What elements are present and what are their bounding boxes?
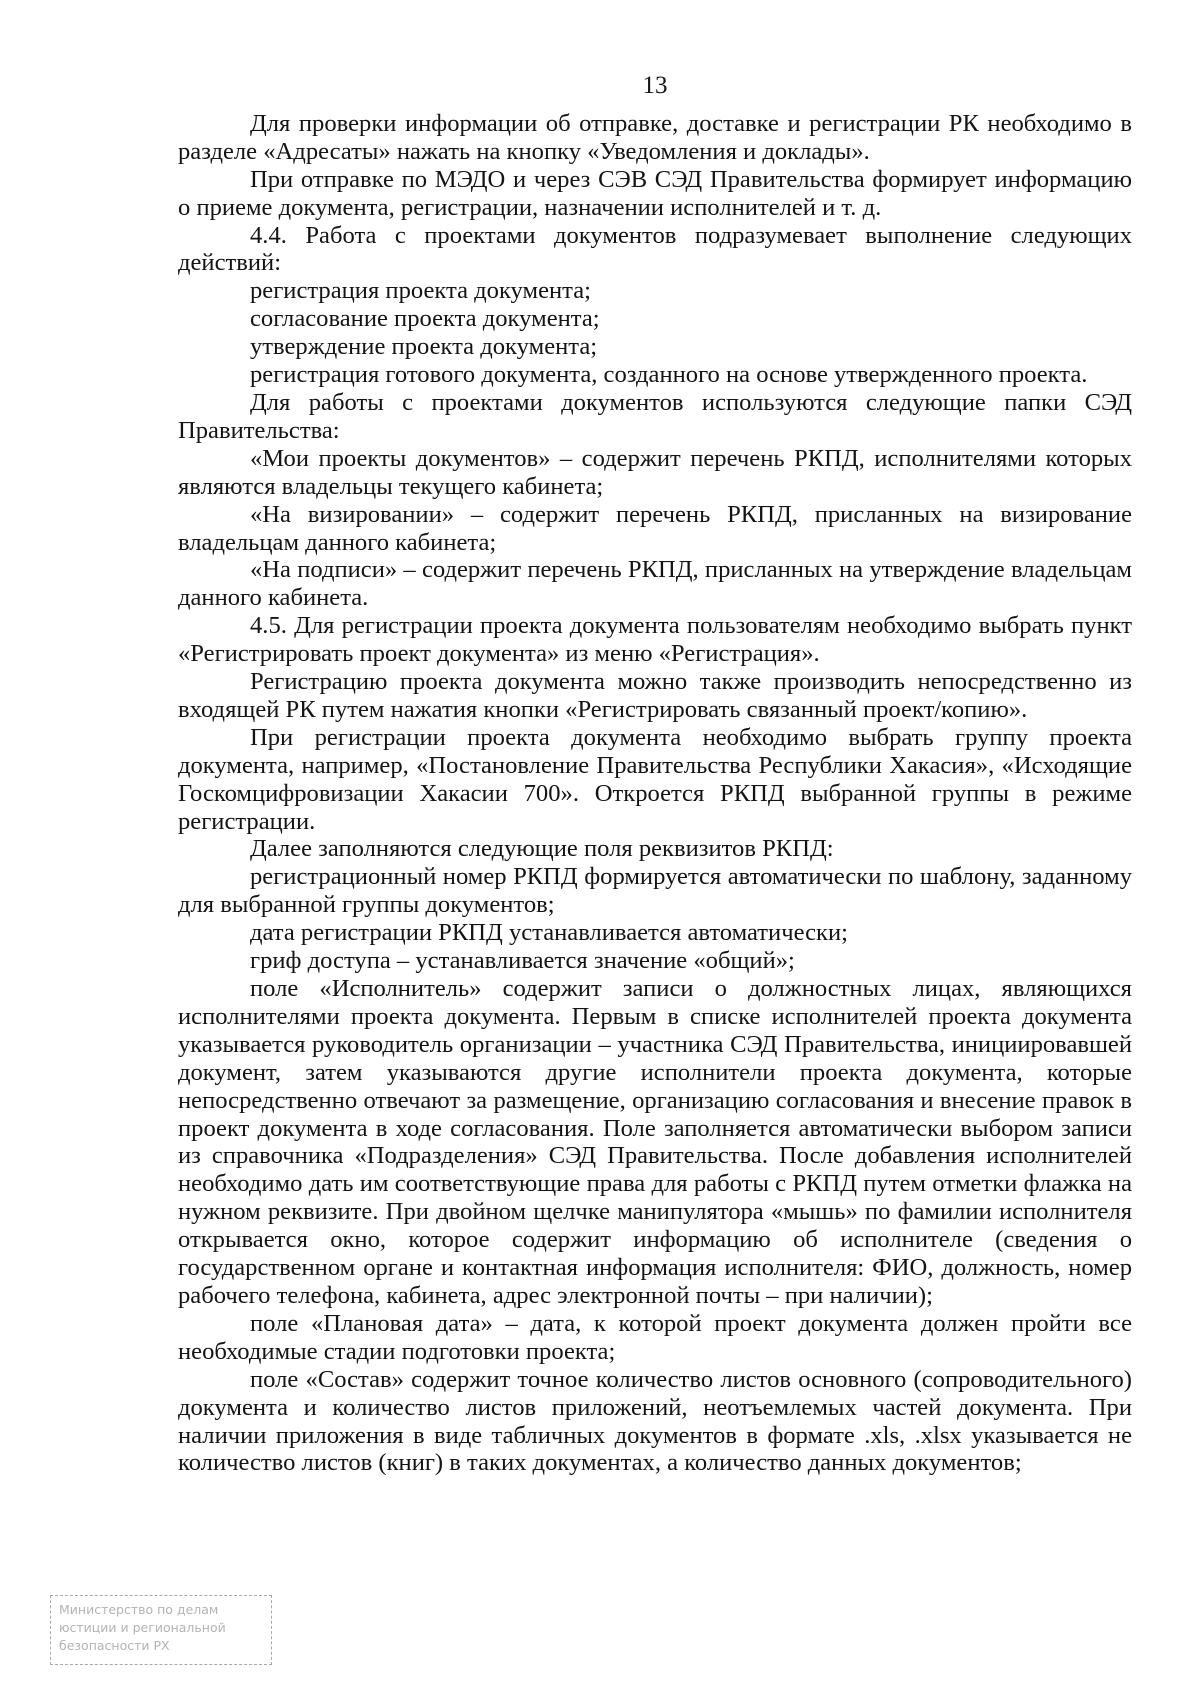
paragraph: 4.4. Работа с проектами документов подразумевает выполнение следующих действий: [178,221,1132,277]
paragraph: При отправке по МЭДО и через СЭВ СЭД Правительства формирует информацию о приеме документа, регистрации, назначении исполнителей и т. д. [178,165,1132,221]
list-item: регистрация проекта документа; [250,277,591,305]
paragraph: Далее заполняются следующие поля реквизитов РКПД: [250,835,834,863]
stamp-line: юстиции и региональной [59,1620,226,1635]
list-item: поле «Исполнитель» содержит записи о должностных лицах, являющихся исполнителями проекта документа. Первым в списке исполнителей проекта документа указывается руководитель организации – участника СЭД Правительства, инициировавшей документ, затем указываются другие исполнители проекта документа, которые непосредственно отвечают за размещение, организацию согласования и внесение правок в проект документа в ходе согласования. Поле заполняется автоматически выбором записи из справочника «Подразделения» СЭД Правительства. После добавления исполнителей необходимо дать им соответствующие права для работы с РКПД путем отметки флажка на нужном реквизите. При двойном щелчке манипулятора «мышь» по фамилии исполнителя открывается окно, которое содержит информацию об исполнителе (сведения о государственном органе и контактная информация исполнителя: ФИО, должность, номер рабочего телефона, кабинета, адрес электронной почты – при наличии); [178,975,1132,1309]
list-item: «Мои проекты документов» – содержит перечень РКПД, исполнителями которых являются владельцы текущего кабинета; [178,444,1132,500]
stamp-line: Министерство по делам [59,1602,219,1617]
paragraph: Для проверки информации об отправке, доставке и регистрации РК необходимо в разделе «Адресаты» нажать на кнопку «Уведомления и доклады». [178,109,1132,165]
list-item: регистрация готового документа, созданного на основе утвержденного проекта. [250,361,1088,389]
paragraph: При регистрации проекта документа необходимо выбрать группу проекта документа, например, «Постановление Правительства Республики Хакасия», «Исходящие Госкомцифровизации Хакасии 700». Откроется РКПД выбранной группы в режиме регистрации. [178,723,1132,835]
stamp-line: безопасности РХ [59,1638,170,1653]
registration-stamp [50,1595,272,1665]
paragraph: Регистрацию проекта документа можно также производить непосредственно из входящей РК путем нажатия кнопки «Регистрировать связанный проект/копию». [178,668,1132,723]
list-item: гриф доступа – устанавливается значение «общий»; [250,947,795,975]
list-item: поле «Состав» содержит точное количество листов основного (сопроводительного) документа и количество листов приложений, неотъемлемых частей документа. При наличии приложения в виде табличных документов в формате .xls, .xlsx указывается не количество листов (книг) в таких документах, а количество данных документов; [178,1365,1132,1477]
paragraph: Для работы с проектами документов используются следующие папки СЭД Правительства: [178,388,1132,444]
page-number: 13 [642,72,668,99]
list-item: «На визировании» – содержит перечень РКПД, присланных на визирование владельцам данного кабинета; [178,500,1132,556]
list-item: поле «Плановая дата» – дата, к которой проект документа должен пройти все необходимые стадии подготовки проекта; [178,1309,1132,1365]
list-item: утверждение проекта документа; [250,333,598,361]
list-item: согласование проекта документа; [250,305,600,333]
list-item: дата регистрации РКПД устанавливается автоматически; [250,919,848,947]
list-item: регистрационный номер РКПД формируется автоматически по шаблону, заданному для выбранной группы документов; [178,863,1132,919]
document-page [178,72,1132,1477]
paragraph: 4.5. Для регистрации проекта документа пользователям необходимо выбрать пункт «Регистрировать проект документа» из меню «Регистрация». [178,612,1132,668]
list-item: «На подписи» – содержит перечень РКПД, присланных на утверждение владельцам данного кабинета. [178,556,1132,612]
